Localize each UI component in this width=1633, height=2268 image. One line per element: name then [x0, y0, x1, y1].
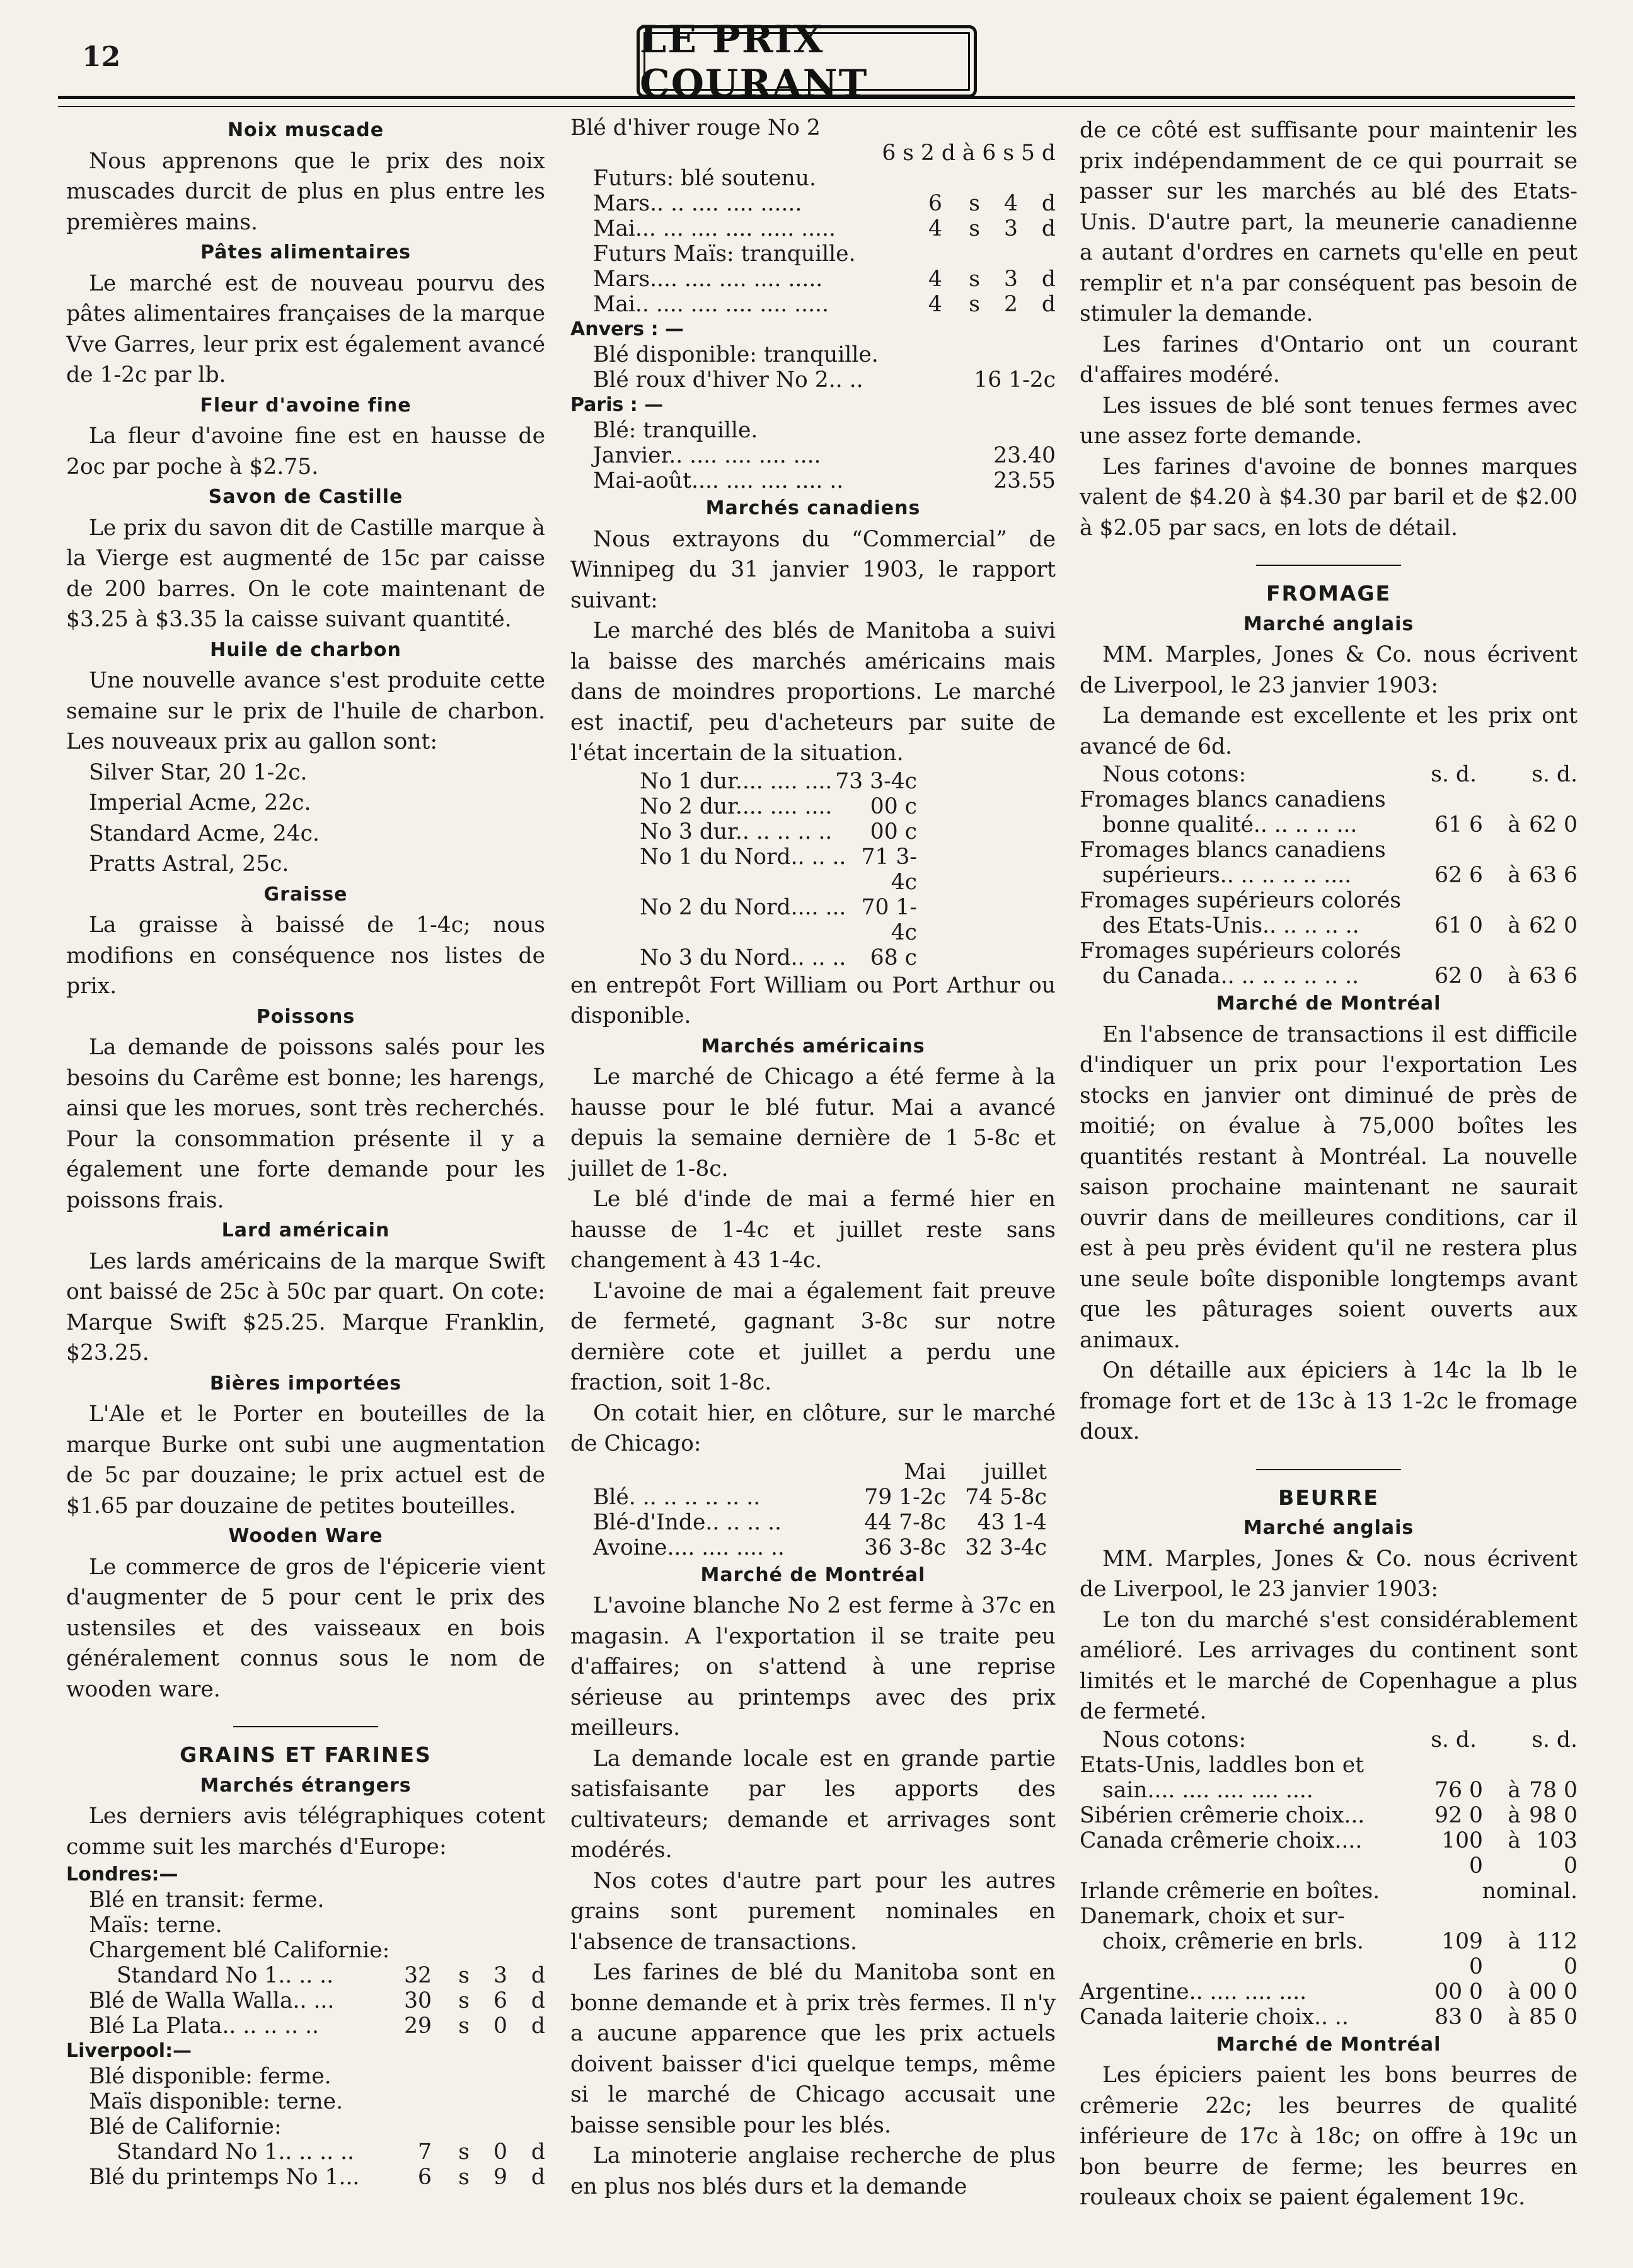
price-label: No 3 du Nord.. .. .. — [640, 945, 846, 970]
masthead-logo: LE PRIX COURANT — [637, 25, 977, 98]
price-value: 9 — [493, 2165, 507, 2190]
cell: 100 0 — [1441, 1828, 1483, 1879]
major-heading: BEURRE — [1278, 1485, 1379, 1510]
column-2 — [570, 115, 1056, 2202]
section-divider — [1256, 565, 1401, 566]
price-value: 3 — [493, 1963, 507, 1988]
cell: 62 0 — [1434, 964, 1483, 989]
price-row — [570, 191, 1056, 216]
paragraph: Nous apprenons que le prix des noix muscades durcit de plus en plus entre les premières mains. — [66, 148, 545, 235]
paragraph: La graisse à baissé de 1-4c; nous modifions en conséquence nos listes de prix. — [66, 912, 545, 999]
price-value: 29 — [404, 2013, 432, 2039]
market-line — [66, 2064, 545, 2089]
paragraph: On détaille aux épiciers à 14c la lb le fromage fort et de 13c à 13 1-2c le fromage doux. — [1080, 1358, 1578, 1444]
section-heading: Pâtes alimentaires — [200, 241, 412, 263]
price-unit: s — [458, 1988, 470, 2013]
price-value: 16 1-2c — [974, 367, 1056, 393]
paragraph: La demande est excellente et les prix ont avancé de 6d. — [1080, 703, 1578, 759]
table-row: du Canada.. .. .. .. .. .. .. 62 0 à 63 6 — [1102, 964, 1578, 989]
cell: 103 0 — [1536, 1828, 1578, 1879]
price-row — [570, 367, 1056, 393]
cell: 63 6 — [1529, 964, 1578, 989]
price-value: 4 — [928, 267, 942, 292]
market-line — [570, 166, 1056, 191]
price-row — [570, 141, 1056, 166]
price-label: No 1 dur.... .... .... — [640, 768, 833, 794]
market-line-text: Blé d'hiver rouge No 2 — [570, 115, 821, 141]
paragraph: MM. Marples, Jones & Co. nous écrivent de Liverpool, le 23 janvier 1903: — [1080, 1546, 1578, 1602]
price-value: 4 — [928, 216, 942, 241]
row-label: Fromages blancs canadiens — [1080, 787, 1386, 812]
row-label: Fromages blancs canadiens — [1080, 838, 1386, 863]
cell: 78 0 — [1529, 1777, 1578, 1803]
market-line — [570, 241, 1056, 267]
price-label: No 1 du Nord.. .. .. — [640, 844, 846, 870]
section-heading: Marché de Montréal — [1216, 993, 1441, 1015]
cell: 00 0 — [1434, 1979, 1483, 2005]
price-unit: d — [1041, 267, 1056, 292]
price-line: Silver Star, 20 1-2c. — [89, 759, 308, 785]
section-heading: Poissons — [256, 1005, 355, 1028]
price-value: 32 — [404, 1963, 432, 1988]
price-value: 3 — [1004, 267, 1018, 292]
price-value: 68 c — [870, 945, 917, 970]
price-value: 0 — [493, 2139, 507, 2165]
section-heading: Wooden Ware — [228, 1525, 383, 1547]
row-label: Danemark, choix et sur- — [1080, 1903, 1345, 1929]
price-unit: s — [458, 2165, 470, 2190]
paragraph: La demande locale est en grande partie satisfaisante par les apports des cultivateurs; demande et arrivages sont modérés. — [570, 1746, 1056, 1863]
price-label: Blé roux d'hiver No 2.. .. — [593, 367, 863, 393]
price-unit: s — [458, 1963, 470, 1988]
page-number: 12 — [82, 41, 121, 73]
section-heading: Marchés canadiens — [705, 497, 921, 519]
price-unit: d — [1041, 292, 1056, 317]
price-row — [640, 844, 917, 895]
price-row — [640, 794, 917, 819]
cell: 61 0 — [1434, 913, 1483, 938]
table-header — [1080, 1727, 1578, 1753]
row-label: choix, crêmerie en brls. — [1102, 1928, 1364, 1954]
table-row — [1080, 787, 1578, 812]
table-row: choix, crêmerie en brls. 109 0 à 112 0 — [1102, 1928, 1578, 1979]
price-row — [66, 2139, 545, 2165]
paragraph: La demande de poissons salés pour les besoins du Carême est bonne; les harengs, ainsi que les morues, sont très recherchés. Pour la consommation présente il y a également une forte demande pour les poissons frais. — [66, 1035, 545, 1213]
section-heading: Bières importées — [209, 1372, 402, 1395]
column-header: s. d. — [1431, 762, 1477, 787]
table-row — [1080, 1753, 1578, 1778]
price-unit: d — [531, 2139, 545, 2165]
cell: 61 6 — [1434, 812, 1483, 838]
paragraph: Les épiciers paient les bons beurres de crêmerie 22c; les beurres de qualité inférieure de 17c à 18c; on offre à 19c un bon beurre de ferme; les beurres en rouleaux choix se paient également 19c. — [1080, 2063, 1578, 2210]
table-row: Argentine.. .... .... .... 00 0 à 00 0 — [1080, 1979, 1578, 2005]
market-line-text: Maïs: terne. — [89, 1913, 222, 1938]
price-row — [66, 1963, 545, 1988]
price-row — [66, 2013, 545, 2039]
cell: 92 0 — [1434, 1802, 1483, 1828]
paragraph: Les farines d'avoine de bonnes marques valent de $4.20 à $4.30 par baril et de $2.00 à $2.05 par sacs, en lots de détail. — [1080, 454, 1578, 541]
price-value: 6 — [418, 2165, 432, 2190]
row-label: Etats-Unis, laddles bon et — [1080, 1752, 1365, 1778]
price-label: Janvier.. .... .... .... .... — [593, 443, 821, 468]
cell: 00 0 — [1529, 1979, 1578, 2005]
price-unit: s — [458, 2013, 470, 2039]
price-unit: s — [969, 267, 980, 292]
price-row — [570, 443, 1056, 468]
paragraph: Le blé d'inde de mai a fermé hier en hausse de 1-4c et juillet reste sans changement à 43 1-4c. — [570, 1187, 1056, 1273]
table-row: Canada crêmerie choix.... 100 0 à 103 0 — [1080, 1828, 1578, 1879]
market-line — [66, 1887, 545, 1913]
cell: 109 0 — [1441, 1928, 1483, 1979]
paragraph: en entrepôt Fort William ou Port Arthur ou disponible. — [570, 972, 1056, 1028]
row-label: sain.... .... .... .... .... — [1102, 1777, 1313, 1803]
market-label: Anvers : — — [570, 318, 684, 340]
price-line: Pratts Astral, 25c. — [89, 851, 289, 877]
cell: 62 6 — [1434, 863, 1483, 888]
row-label: Blé-d'Inde.. .. .. .. — [593, 1509, 782, 1535]
row-label: bonne qualité.. .. .. .. ... — [1102, 812, 1358, 838]
table-row — [1080, 1879, 1578, 1904]
price-value: 3 — [1004, 216, 1018, 241]
price-unit: s — [969, 216, 980, 241]
price-unit: d — [531, 1988, 545, 2013]
price-row — [640, 895, 917, 945]
paragraph: Nous extrayons du “Commercial” de Winnipeg du 31 janvier 1903, le rapport suivant: — [570, 526, 1056, 613]
price-unit: d — [531, 1963, 545, 1988]
paragraph: On cotait hier, en clôture, sur le marché de Chicago: — [570, 1400, 1056, 1456]
price-label: Standard No 1.. .. .. .. — [117, 2139, 354, 2165]
major-heading: GRAINS ET FARINES — [180, 1742, 432, 1767]
row-label: Blé. .. .. .. .. .. .. — [593, 1484, 761, 1510]
paragraph: Les farines d'Ontario ont un courant d'affaires modéré. — [1080, 331, 1578, 388]
market-line-text: Blé de Californie: — [89, 2114, 282, 2139]
cell: nominal. — [1482, 1878, 1578, 1904]
price-value: 70 1-4c — [861, 894, 917, 945]
table-row: bonne qualité.. .. .. .. ... 61 6 à 62 0 — [1102, 812, 1578, 838]
column-header: s. d. — [1532, 762, 1578, 787]
price-label: No 3 dur.. .. .. .. .. — [640, 819, 833, 844]
cell: 85 0 — [1529, 2004, 1578, 2030]
price-label: Mai.. .... .... .... .... ..... — [593, 292, 829, 317]
price-label: Mai-août.... .... .... .... .. — [593, 468, 844, 493]
market-label: Liverpool:— — [66, 2040, 192, 2062]
table-row — [1080, 838, 1578, 863]
section-heading: Marchés américains — [701, 1035, 925, 1057]
price-unit: s — [969, 191, 980, 216]
cell: 63 6 — [1529, 863, 1578, 888]
market-label: Paris : — — [570, 394, 664, 416]
cell: 83 0 — [1434, 2004, 1483, 2030]
column-header: Mai — [904, 1459, 946, 1485]
price-row — [640, 819, 917, 844]
table-row: des Etats-Unis.. .. .. .. .. 61 0 à 62 0 — [1102, 913, 1578, 938]
price-row — [570, 292, 1056, 317]
cell: 43 1-4 — [977, 1509, 1047, 1535]
section-heading: Fleur d'avoine fine — [200, 394, 412, 417]
price-line: Standard Acme, 24c. — [89, 820, 320, 846]
cell: 74 5-8c — [965, 1484, 1047, 1510]
table-row — [1080, 938, 1578, 964]
cell: 98 0 — [1529, 1802, 1578, 1828]
price-row — [570, 267, 1056, 292]
price-unit: d — [531, 2165, 545, 2190]
price-unit: s — [458, 2139, 470, 2165]
market-line-text: Chargement blé Californie: — [89, 1938, 390, 1963]
price-row — [66, 2165, 545, 2190]
price-value: 00 c — [870, 819, 917, 844]
table-header — [1080, 762, 1578, 787]
paragraph: MM. Marples, Jones & Co. nous écrivent de Liverpool, le 23 janvier 1903: — [1080, 642, 1578, 698]
price-row — [640, 945, 917, 970]
price-value: 00 c — [870, 793, 917, 819]
row-label: Nous cotons: — [1102, 1727, 1247, 1753]
row-label: du Canada.. .. .. .. .. .. .. — [1102, 964, 1359, 989]
section-heading: Marché de Montréal — [1216, 2033, 1441, 2056]
row-label: Canada crêmerie choix.... — [1080, 1828, 1363, 1853]
paragraph: La minoterie anglaise recherche de plus en plus nos blés durs et la demande — [570, 2143, 1056, 2199]
price-unit: d — [1041, 191, 1056, 216]
price-value: 7 — [418, 2139, 432, 2165]
row-label: Argentine.. .... .... .... — [1080, 1979, 1307, 2005]
paragraph: Les lards américains de la marque Swift ont baissé de 25c à 50c par quart. On cote: Marque Swift $25.25. Marque Franklin, $23.25. — [66, 1248, 545, 1366]
major-heading: FROMAGE — [1266, 581, 1391, 606]
paragraph: Les issues de blé sont tenues fermes avec une assez forte demande. — [1080, 393, 1578, 449]
market-line — [570, 418, 1056, 443]
section-heading: Marché anglais — [1243, 1517, 1414, 1539]
market-line — [66, 1938, 545, 1963]
section-heading: Marché de Montréal — [700, 1563, 926, 1586]
paragraph: Le marché de Chicago a été ferme à la hausse pour le blé futur. Mai a avancé depuis la semaine dernière de 1 5-8c et juillet de 1-8c. — [570, 1064, 1056, 1182]
paragraph: La fleur d'avoine fine est en hausse de 2oc par poche à $2.75. — [66, 423, 545, 480]
paragraph: Le prix du savon dit de Castille marque à la Vierge est augmenté de 15c par caisse de 200 barres. On le cote maintenant de $3.25 à $3.35 la caisse suivant quantité. — [66, 515, 545, 632]
price-label: No 2 dur.... .... .... — [640, 793, 833, 819]
price-label: Mars.. .. .... .... ...... — [593, 191, 802, 216]
paragraph: L'Ale et le Porter en bouteilles de la marque Burke ont subi une augmentation de 5c par douzaine; le prix actuel est de $1.65 par douzaine de petites bouteilles. — [66, 1402, 545, 1519]
market-line — [570, 342, 1056, 367]
market-line-text: Blé en transit: ferme. — [89, 1887, 325, 1913]
cell: 62 0 — [1529, 812, 1578, 838]
cell: 79 1-2c — [864, 1484, 946, 1510]
row-label: Irlande crêmerie en boîtes. — [1080, 1878, 1380, 1904]
table-header — [593, 1459, 1047, 1485]
table-row — [593, 1485, 1047, 1510]
price-unit: s — [969, 292, 980, 317]
paragraph: Les farines de blé du Manitoba sont en bonne demande et à prix très fermes. Il n'y a aucune apparence que les prix actuels doivent baisser d'ici quelque temps, même si le marché de Chicago accusait une baisse sensible pour les blés. — [570, 1960, 1056, 2138]
paragraph: de ce côté est suffisante pour maintenir les prix indépendamment de ce qui pourrait se passer sur les marchés au blé des Etats-Unis. D'autre part, la meunerie canadienne a autant d'ordres en carnets qu'elle en peut remplir et n'a par conséquent pas besoin de stimuler la demande. — [1080, 118, 1578, 326]
cell: 62 0 — [1529, 913, 1578, 938]
row-label: Fromages supérieurs colorés — [1080, 888, 1401, 913]
column-header: juillet — [983, 1459, 1047, 1485]
market-line-text: Futurs Maïs: tranquille. — [593, 241, 856, 267]
price-value: 30 — [404, 1988, 432, 2013]
price-value: 23.40 — [993, 443, 1056, 468]
cell: 112 0 — [1536, 1928, 1578, 1979]
section-heading: Lard américain — [221, 1219, 390, 1241]
price-label: Blé du printemps No 1... — [89, 2165, 360, 2190]
paragraph: Une nouvelle avance s'est produite cette semaine sur le prix de l'huile de charbon. Les nouveaux prix au gallon sont: — [66, 668, 545, 754]
row-label: Nous cotons: — [1102, 762, 1247, 787]
cell: 44 7-8c — [864, 1509, 946, 1535]
column-1 — [66, 115, 545, 2190]
market-line-text: Blé disponible: ferme. — [89, 2064, 332, 2089]
market-line-text: Futurs: blé soutenu. — [593, 166, 816, 191]
row-label: Sibérien crêmerie choix... — [1080, 1802, 1365, 1828]
column-header: s. d. — [1532, 1727, 1578, 1753]
market-label: Londres:— — [66, 1863, 178, 1885]
row-label: Avoine.... .... .... .. — [593, 1534, 785, 1560]
table-row — [593, 1510, 1047, 1535]
section-heading: Graisse — [263, 883, 348, 906]
paragraph: Le ton du marché s'est considérablement amélioré. Les arrivages du continent sont limités et le marché de Copenhague a plus de fermeté. — [1080, 1607, 1578, 1724]
price-value: 71 3-4c — [861, 844, 917, 895]
price-label: Blé La Plata.. .. .. .. .. — [89, 2013, 319, 2039]
price-unit: d — [1041, 216, 1056, 241]
price-value: 4 — [928, 292, 942, 317]
table-row — [1080, 1904, 1578, 1929]
table-row — [1080, 888, 1578, 913]
price-value: 6 — [928, 191, 942, 216]
market-line-text: Maïs disponible: terne. — [89, 2089, 343, 2114]
price-row — [570, 468, 1056, 493]
price-value: 4 — [1004, 191, 1018, 216]
price-value: 73 3-4c — [835, 768, 917, 794]
section-divider — [233, 1726, 378, 1727]
price-line: Imperial Acme, 22c. — [89, 790, 311, 815]
price-row — [570, 216, 1056, 241]
market-line — [66, 2114, 545, 2139]
price-label: Standard No 1.. .. .. — [117, 1963, 334, 1988]
row-label: Canada laiterie choix.. .. — [1080, 2004, 1349, 2030]
market-line — [570, 115, 1056, 141]
table-row — [593, 1535, 1047, 1560]
cell: 36 3-8c — [864, 1534, 946, 1560]
cell: 76 0 — [1434, 1777, 1483, 1803]
market-line-text: Blé disponible: tranquille. — [593, 342, 879, 367]
price-value: 6 s 2 d à 6 s 5 d — [882, 141, 1056, 166]
price-value: 2 — [1004, 292, 1018, 317]
cell: 32 3-4c — [965, 1534, 1047, 1560]
section-heading: Marchés étrangers — [200, 1774, 412, 1797]
paragraph: L'avoine de mai a également fait preuve de fermeté, gagnant 3-8c sur notre dernière cote et juillet a perdu une fraction, soit 1-8c. — [570, 1278, 1056, 1395]
price-label: Mai... ... .... .... ..... ..... — [593, 216, 836, 241]
paragraph: En l'absence de transactions il est difficile d'indiquer un prix pour l'exportation Les stocks en janvier ont diminué de près de moitié; on évalue à 75,000 boîtes les quantités restant à Montréal. La nouvelle saison prochaine maintenant ne saurait ouvrir dans de meilleures conditions, car il est à peu près évident qu'il ne restera plus une seule boîte disponible longtemps avant que les pâturages soient ouverts aux animaux. — [1080, 1022, 1578, 1353]
paragraph: Le marché est de nouveau pourvu des pâtes alimentaires françaises de la marque Vve Garres, leur prix est également avancé de 1-2c par lb. — [66, 270, 545, 388]
paragraph: Nos cotes d'autre part pour les autres grains sont purement nominales en l'absence de transactions. — [570, 1868, 1056, 1955]
table-row: sain.... .... .... .... .... 76 0 à 78 0 — [1102, 1777, 1578, 1803]
paragraph: Le marché des blés de Manitoba a suivi la baisse des marchés américains mais dans de moindres proportions. Le marché est inactif, peu d'acheteurs par suite de l'état incertain de la situation. — [570, 618, 1056, 766]
section-heading: Marché anglais — [1243, 613, 1414, 635]
price-label: Blé de Walla Walla.. ... — [89, 1988, 335, 2013]
column-3 — [1080, 115, 1578, 2213]
paragraph: Les derniers avis télégraphiques cotent comme suit les marchés d'Europe: — [66, 1804, 545, 1860]
price-label: Mars.... .... .... .... ..... — [593, 267, 823, 292]
paragraph: L'avoine blanche No 2 est ferme à 37c en magasin. A l'exportation il se traite peu d'affaires; on s'attend à une reprise sérieuse au printemps avec des prix meilleurs. — [570, 1593, 1056, 1741]
section-heading: Huile de charbon — [210, 638, 401, 661]
price-label: No 2 du Nord.... ... — [640, 894, 846, 920]
market-line — [66, 1913, 545, 1938]
header-rule-thin — [58, 106, 1575, 107]
market-line — [66, 2089, 545, 2114]
section-divider — [1256, 1469, 1401, 1470]
paragraph: Le commerce de gros de l'épicerie vient d'augmenter de 5 pour cent le prix des ustensiles et des vaisseaux en bois généralement connus sous le nom de wooden ware. — [66, 1554, 545, 1702]
row-label: des Etats-Unis.. .. .. .. .. — [1102, 913, 1359, 938]
price-value: 0 — [493, 2013, 507, 2039]
header-rule — [58, 96, 1575, 99]
column-header: s. d. — [1431, 1727, 1477, 1753]
market-line-text: Blé: tranquille. — [593, 418, 758, 443]
row-label: Fromages supérieurs colorés — [1080, 938, 1401, 964]
table-row: Sibérien crêmerie choix... 92 0 à 98 0 — [1080, 1802, 1578, 1828]
section-heading: Noix muscade — [227, 119, 384, 141]
row-label: supérieurs.. .. .. .. .. .... — [1102, 863, 1352, 888]
price-unit: d — [531, 2013, 545, 2039]
price-row — [66, 1988, 545, 2013]
table-row: Canada laiterie choix.. .. 83 0 à 85 0 — [1080, 2004, 1578, 2030]
section-heading: Savon de Castille — [208, 486, 403, 508]
table-row: supérieurs.. .. .. .. .. .... 62 6 à 63 6 — [1102, 863, 1578, 888]
price-value: 23.55 — [993, 468, 1056, 493]
price-row — [640, 769, 917, 794]
price-value: 6 — [493, 1988, 507, 2013]
